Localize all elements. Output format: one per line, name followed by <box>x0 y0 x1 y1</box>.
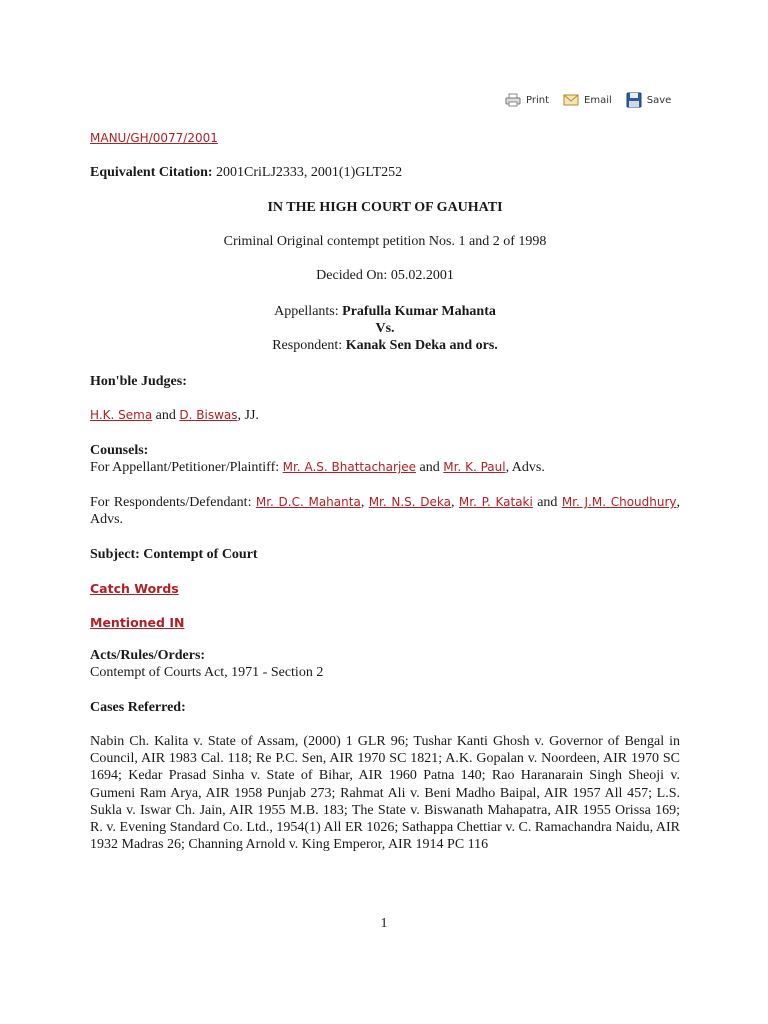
court-heading: IN THE HIGH COURT OF GAUHATI <box>267 200 503 215</box>
cases-referred-text: Nabin Ch. Kalita v. State of Assam, (2000) 1 GLR 96; Tushar Kanti Ghosh v. Governor of Bengal in Council, AIR 1983 Cal. 118; Re P.C. Sen, AIR 1970 SC 1821; A.K. Gopalan v. Noordeen, AIR 1970 SC 1694; Kedar Prasad Sinha v. State of Bihar, AIR 1960 Patna 140; Rao Haranarain Singh Sheoji v. Gumeni Ram Arya, AIR 1958 Punjab 273; Rahmat Ali v. Beni Madho Baipal, AIR 1957 All 457; L.S. Sukla v. Iswar Ch. Jain, AIR 1955 M.B. 183; The State v. Biswanath Mahapatra, AIR 1955 Orissa 169; R. v. Evening Standard Co. Ltd., 1954(1) All ER 1026; Sathappa Chettiar v. C. Ramachandra Naidu, AIR 1932 Madras 26; Channing Arnold v. King Emperor, AIR 1914 PC 116 <box>90 734 680 853</box>
decided-on: Decided On: 05.02.2001 <box>316 268 454 283</box>
respondent-name: Kanak Sen Deka and ors. <box>345 338 498 353</box>
respondent-counsel-suffix: , Advs. <box>90 495 681 528</box>
equivalent-citation-value: 2001CriLJ2333, 2001(1)GLT252 <box>212 165 403 180</box>
mentioned-in-line <box>90 614 680 632</box>
respondent-counsels-line <box>90 494 680 528</box>
appellant-counsels-line <box>90 459 680 476</box>
judges-separator: and <box>152 408 180 423</box>
counsel-link[interactable]: Mr. D.C. Mahanta <box>255 495 361 509</box>
print-button[interactable] <box>505 92 549 108</box>
mentioned-in-link[interactable]: Mentioned IN <box>90 615 185 630</box>
catch-words-line <box>90 580 680 598</box>
print-label: Print <box>526 94 550 106</box>
equivalent-citation-label: Equivalent Citation: <box>90 165 213 180</box>
citation-id-line <box>90 130 680 147</box>
judges-line <box>90 407 680 424</box>
appellant-counsel-prefix: For Appellant/Petitioner/Plaintiff: <box>90 460 283 475</box>
counsels-heading: Counsels: <box>90 443 149 458</box>
petition-line: Criminal Original contempt petition Nos. 1 and 2 of 1998 <box>223 234 547 249</box>
acts-value: Contempt of Courts Act, 1971 - Section 2 <box>90 665 324 680</box>
appellants-line <box>90 303 680 320</box>
counsel-separator: , <box>360 495 369 510</box>
appellant-name: Prafulla Kumar Mahanta <box>342 304 496 319</box>
save-label: Save <box>646 94 672 106</box>
catch-words-link[interactable]: Catch Words <box>90 581 179 596</box>
judge-link[interactable]: H.K. Sema <box>90 408 153 422</box>
respondent-counsel-prefix: For Respondents/Defendant: <box>90 495 256 510</box>
judge-link[interactable]: D. Biswas <box>179 408 238 422</box>
appellant-counsel-suffix: , Advs. <box>505 460 545 475</box>
counsel-separator: and <box>416 460 444 475</box>
counsel-separator: and <box>532 495 562 510</box>
printer-icon <box>505 93 521 107</box>
equivalent-citation <box>90 164 680 181</box>
toolbar <box>505 92 671 108</box>
manu-citation-link[interactable]: MANU/GH/0077/2001 <box>90 131 218 145</box>
email-icon <box>563 93 579 107</box>
save-button[interactable] <box>626 92 672 108</box>
cases-heading: Cases Referred: <box>90 700 186 715</box>
counsel-link[interactable]: Mr. A.S. Bhattacharjee <box>282 460 417 474</box>
respondent-label: Respondent: <box>272 338 346 353</box>
acts-heading: Acts/Rules/Orders: <box>90 648 206 663</box>
respondent-line <box>90 337 680 354</box>
counsel-link[interactable]: Mr. J.M. Choudhury <box>561 495 677 509</box>
email-label: Email <box>584 94 612 106</box>
counsel-separator: , <box>451 495 459 510</box>
counsel-link[interactable]: Mr. P. Kataki <box>458 495 533 509</box>
email-button[interactable] <box>563 92 612 108</box>
page-number: 1 <box>380 916 388 931</box>
versus: Vs. <box>375 321 395 336</box>
save-disk-icon <box>626 92 642 108</box>
counsel-link[interactable]: Mr. K. Paul <box>443 460 506 474</box>
judges-suffix: , JJ. <box>237 408 259 423</box>
subject-line: Subject: Contempt of Court <box>90 547 258 562</box>
judges-heading: Hon'ble Judges: <box>90 374 187 389</box>
appellants-label: Appellants: <box>274 304 343 319</box>
counsel-link[interactable]: Mr. N.S. Deka <box>368 495 452 509</box>
